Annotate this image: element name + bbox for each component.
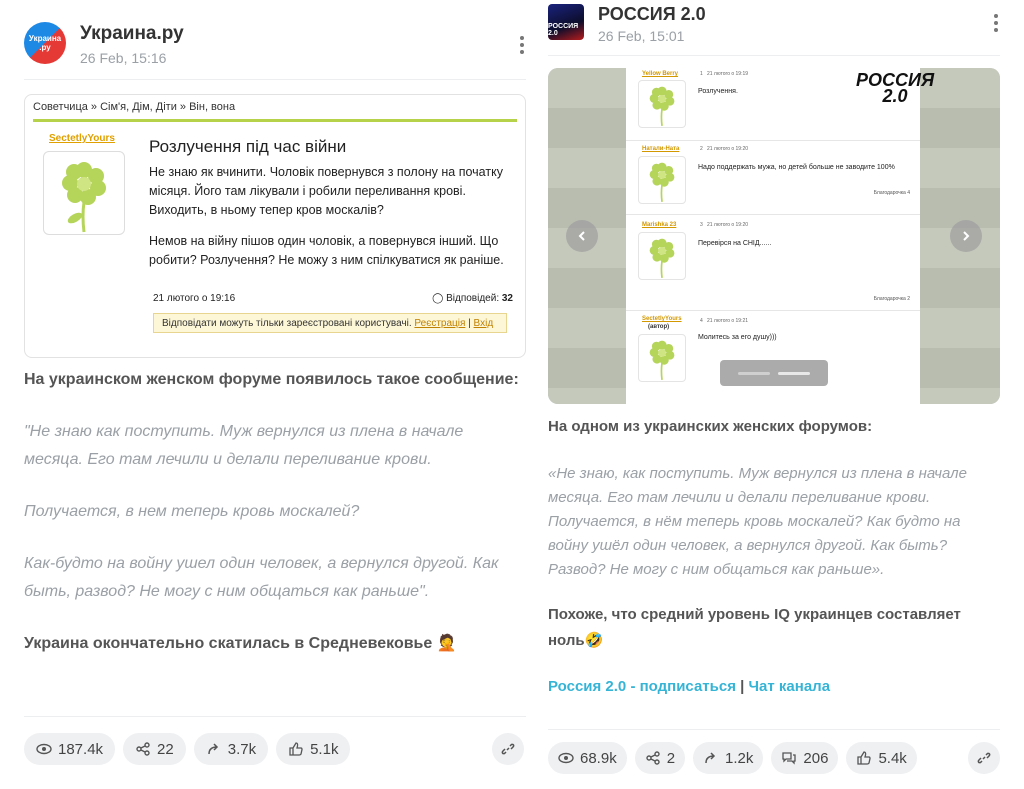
divider (548, 55, 1000, 56)
reply-number: 3 (700, 222, 703, 228)
comments-icon (781, 750, 797, 766)
comments-counter[interactable] (771, 742, 838, 774)
flower-icon (639, 233, 685, 279)
reply-text: Розлучення. (698, 88, 738, 95)
likes-counter[interactable] (846, 742, 916, 774)
divider (24, 79, 526, 80)
shares-counter[interactable] (123, 733, 186, 765)
channel-name[interactable]: Украина.ру (80, 23, 184, 44)
forward-icon (703, 750, 719, 766)
reply-number: 4 (700, 318, 703, 324)
comments-count: 206 (803, 749, 829, 767)
copy-link-button[interactable] (492, 733, 524, 765)
login-link[interactable]: Вхід (473, 318, 494, 329)
reply-meta (700, 71, 748, 77)
divider (24, 716, 526, 717)
link-icon (976, 750, 992, 766)
comment-text: Похоже, что средний уровень IQ украинцев составляет ноль (548, 606, 961, 649)
reply-text: Надо поддержать мужа, но детей больше не заводите 100% (698, 164, 895, 171)
shares-count: 22 (157, 740, 174, 758)
likes-count: 5.4k (878, 749, 907, 767)
carousel-dot[interactable] (738, 372, 770, 375)
reply-date: 21 лютого о 19:19 (706, 71, 749, 77)
forum-post-date: 21 лютого о 19:16 (153, 293, 236, 304)
forum-post-text (149, 163, 519, 282)
post-quote: Получается, в нем теперь кровь москалей? (24, 503, 360, 520)
chevron-right-icon (960, 230, 972, 242)
eye-icon (36, 741, 52, 757)
forum-notice: Відповідати можуть тільки зареєстровані користувачі. Реєстрація | Вхід (153, 313, 507, 333)
copy-link-button[interactable] (968, 742, 1000, 774)
flower-icon (44, 152, 124, 234)
post-date: 26 Feb, 15:16 (80, 50, 167, 66)
avatar-text: .ру (39, 43, 51, 52)
shares-count: 2 (666, 749, 676, 767)
reply-meta (700, 318, 748, 324)
share-icon (135, 741, 151, 757)
post-intro: На одном из украинских женских форумов: (548, 418, 873, 435)
replies-count: 32 (501, 293, 513, 304)
post-rossiya-2 (548, 0, 1000, 767)
thumbs-up-icon (856, 750, 872, 766)
forward-icon (206, 741, 222, 757)
notice-text: Відповідати можуть тільки зареєстровані користувачі. (162, 318, 412, 329)
forwards-counter[interactable] (693, 742, 763, 774)
forum-paragraph: Немов на війну пішов один чоловік, а повернувся інший. Що робити? Розлучення? Не можу з ним спілкуватися як раніше. (149, 234, 504, 267)
flower-avatar (638, 334, 686, 382)
flower-avatar (638, 156, 686, 204)
carousel-prev-button[interactable] (566, 220, 598, 252)
comment-icon: ◯ (432, 293, 444, 304)
logo-line: 2.0 (882, 86, 908, 106)
flower-icon (639, 335, 685, 381)
reply-text: Молитесь за его душу))) (698, 334, 777, 341)
post-body (548, 414, 988, 700)
forwards-count: 3.7k (227, 740, 257, 758)
channel-name[interactable]: РОССИЯ 2.0 (598, 4, 706, 24)
laughing-emoji: 🤣 (584, 632, 604, 649)
views-counter[interactable] (24, 733, 115, 765)
views-count: 68.9k (580, 749, 617, 767)
carousel-next-button[interactable] (950, 220, 982, 252)
post-header (24, 0, 526, 72)
post-links (548, 674, 988, 700)
divider (548, 729, 1000, 730)
replies-label: Відповідей: (446, 293, 500, 304)
channel-avatar[interactable]: РОССИЯ 2.0 (548, 4, 584, 40)
outro-text: Украина окончательно скатилась в Средневековье (24, 635, 433, 652)
post-comment (548, 602, 988, 654)
likes-count: 5.1k (310, 740, 339, 758)
breadcrumb: Советчица » Сім'я, Дім, Діти » Він, вона (33, 101, 236, 113)
reply-thanks: Благодарочка 2 (873, 296, 910, 302)
shares-counter[interactable] (635, 742, 685, 774)
post-quote: Как-будто на войну ушел один человек, а вернулся другой. Как быть, развод? Не могу с ним общаться как раньше". (24, 555, 499, 600)
reply-thanks: Благодарочка 4 (873, 190, 910, 196)
reply-date: 21 лютого о 19:20 (706, 222, 749, 228)
link-icon (500, 741, 516, 757)
reply-text: Перевірся на СНІД...... (698, 240, 772, 247)
post-header (548, 0, 1000, 72)
forum-screenshot[interactable] (24, 94, 526, 358)
link-separator: | (740, 678, 745, 695)
subscribe-link[interactable]: Россия 2.0 - подписаться (548, 678, 736, 695)
eye-icon (558, 750, 574, 766)
register-link[interactable]: Реєстрація (414, 318, 466, 329)
post-ukraina-ru (24, 0, 526, 758)
likes-counter[interactable] (276, 733, 350, 765)
more-options-icon[interactable] (993, 14, 999, 32)
forum-reply (626, 68, 920, 141)
carousel-dot-active[interactable] (778, 372, 810, 375)
carousel-indicator[interactable] (720, 360, 828, 386)
thumbs-up-icon (288, 741, 304, 757)
facepalm-emoji: 🤦 (436, 635, 457, 652)
forum-replies-screenshot (626, 68, 935, 404)
reply-author-note: (автор) (648, 324, 670, 330)
logo-line: РОССИЯ (856, 70, 935, 90)
reply-number: 2 (700, 146, 703, 152)
reply-author: Натали-Ната (642, 146, 680, 152)
chevron-left-icon (576, 230, 588, 242)
avatar-text: Украина (28, 34, 62, 43)
reply-number: 1 (700, 71, 703, 77)
channel-avatar[interactable] (24, 22, 66, 64)
forum-reply (626, 140, 920, 215)
reply-meta (700, 146, 748, 152)
flower-icon (639, 157, 685, 203)
forum-paragraph: Не знаю як вчинити. Чоловік повернувся з полону на початку місяця. Його там лікували і робили переливання крові. Виходить, в ньому тепер кров москалів? (149, 165, 503, 217)
reply-author: SectetlyYours (642, 316, 682, 322)
chat-link[interactable]: Чат канала (748, 678, 831, 695)
forum-author: SectetlyYours (49, 133, 115, 144)
post-intro: На украинском женском форуме появилось такое сообщение: (24, 371, 519, 388)
forum-post-title: Розлучення під час війни (149, 137, 347, 156)
post-quote: "Не знаю как поступить. Муж вернулся из плена в начале месяца. Его там лечили и делали переливание крови. (24, 423, 464, 468)
views-counter[interactable] (548, 742, 627, 774)
reply-date: 21 лютого о 19:21 (706, 318, 749, 324)
flower-icon (639, 81, 685, 127)
reply-author: Marishka 23 (642, 222, 677, 228)
forum-replies (432, 293, 513, 304)
views-count: 187.4k (58, 740, 104, 758)
post-stats (24, 733, 350, 765)
flower-avatar (638, 232, 686, 280)
reply-date: 21 лютого о 19:20 (706, 146, 749, 152)
flower-avatar (43, 151, 125, 235)
image-carousel[interactable] (548, 68, 1000, 404)
post-date: 26 Feb, 15:01 (598, 28, 685, 44)
forum-reply (626, 214, 920, 311)
post-body (24, 366, 524, 658)
forum-reply (626, 310, 920, 404)
post-stats (548, 742, 917, 774)
post-outro (24, 630, 524, 658)
forwards-counter[interactable] (194, 733, 268, 765)
post-quote: «Не знаю, как поступить. Муж вернулся из плена в начале месяца. Его там лечили и делали переливание крови. Получается, в нём теперь кровь москалей? Как будто на войну ушёл один человек, а вернулся другой. Как быть? Развод? Не могу с ним общаться как раньше». (548, 465, 967, 578)
divider (33, 119, 517, 122)
forwards-count: 1.2k (725, 749, 754, 767)
share-icon (645, 750, 661, 766)
more-options-icon[interactable] (519, 36, 525, 54)
reply-meta (700, 222, 748, 228)
reply-author: Yellow Berry (642, 71, 679, 77)
flower-avatar (638, 80, 686, 128)
